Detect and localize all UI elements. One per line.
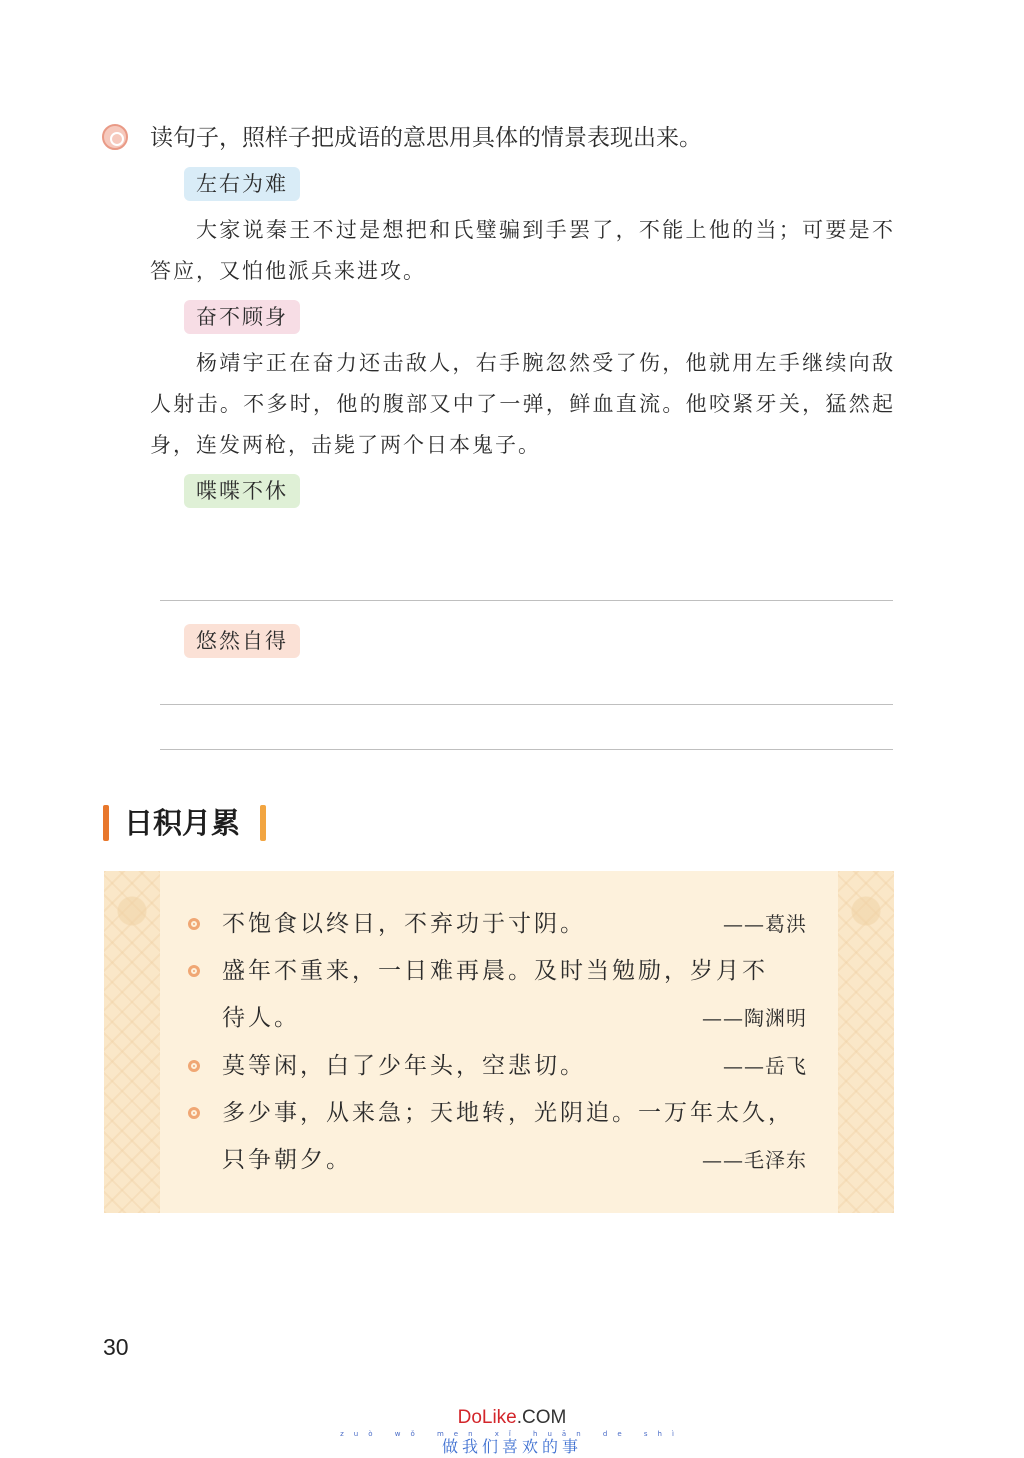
quote-2-line-1: 盛年不重来，一日难再晨。及时当勉励，岁月不 bbox=[222, 958, 768, 984]
watermark-brand-red: DoLike bbox=[457, 1407, 517, 1428]
idiom-tag-1: 左右为难 bbox=[184, 167, 300, 201]
decorative-pattern-right bbox=[838, 871, 894, 1213]
watermark-slogan: 做我们喜欢的事 bbox=[441, 1437, 582, 1456]
instruction-marker-icon bbox=[102, 124, 128, 150]
decorative-pattern-left bbox=[104, 871, 160, 1213]
quote-1-author: ——葛洪 bbox=[723, 912, 807, 936]
heading-bar-left bbox=[103, 805, 109, 841]
section-title: 日积月累 bbox=[124, 806, 241, 840]
watermark-brand-dark: .COM bbox=[516, 1407, 567, 1428]
answer-line-1[interactable] bbox=[160, 600, 893, 601]
idiom-example-1: 大家说秦王不过是想把和氏璧骗到手罢了，不能上他的当；可要是不答应，又怕他派兵来进攻。 bbox=[150, 218, 895, 283]
answer-line-2[interactable] bbox=[160, 704, 893, 705]
idiom-tag-3: 喋喋不休 bbox=[184, 474, 300, 508]
quote-2-line-2: 待人。 bbox=[222, 1005, 300, 1031]
exercise-instruction: 读句子，照样子把成语的意思用具体的情景表现出来。 bbox=[150, 125, 702, 151]
quote-3-author: ——岳飞 bbox=[723, 1054, 807, 1078]
idiom-tag-4: 悠然自得 bbox=[184, 624, 300, 658]
quote-bullet-icon bbox=[188, 1060, 200, 1072]
idiom-tag-2: 奋不顾身 bbox=[184, 300, 300, 334]
quote-bullet-icon bbox=[188, 1107, 200, 1119]
quote-1-line-1: 不饱食以终日，不弃功于寸阴。 bbox=[222, 911, 586, 937]
answer-line-3[interactable] bbox=[160, 749, 893, 750]
quote-2-author: ——陶渊明 bbox=[702, 1006, 807, 1030]
idiom-example-2: 杨靖宇正在奋力还击敌人，右手腕忽然受了伤，他就用左手继续向敌人射击。不多时，他的腹部又中了一弹，鲜血直流。他咬紧牙关，猛然起身，连发两枪，击毙了两个日本鬼子。 bbox=[150, 351, 895, 457]
quote-4-author: ——毛泽东 bbox=[702, 1148, 807, 1172]
page-number: 30 bbox=[103, 1334, 129, 1360]
heading-bar-right bbox=[260, 805, 266, 841]
quote-bullet-icon bbox=[188, 965, 200, 977]
quote-4-line-2: 只争朝夕。 bbox=[222, 1147, 352, 1173]
quote-3-line-1: 莫等闲，白了少年头，空悲切。 bbox=[222, 1053, 586, 1079]
watermark-logo bbox=[0, 1406, 1024, 1430]
quote-4-line-1: 多少事，从来急；天地转，光阴迫。一万年太久， bbox=[222, 1100, 794, 1126]
quote-box bbox=[104, 871, 894, 1213]
quote-bullet-icon bbox=[188, 918, 200, 930]
watermark-pinyin: zuò wǒ men xǐ huān de shì bbox=[340, 1430, 684, 1438]
